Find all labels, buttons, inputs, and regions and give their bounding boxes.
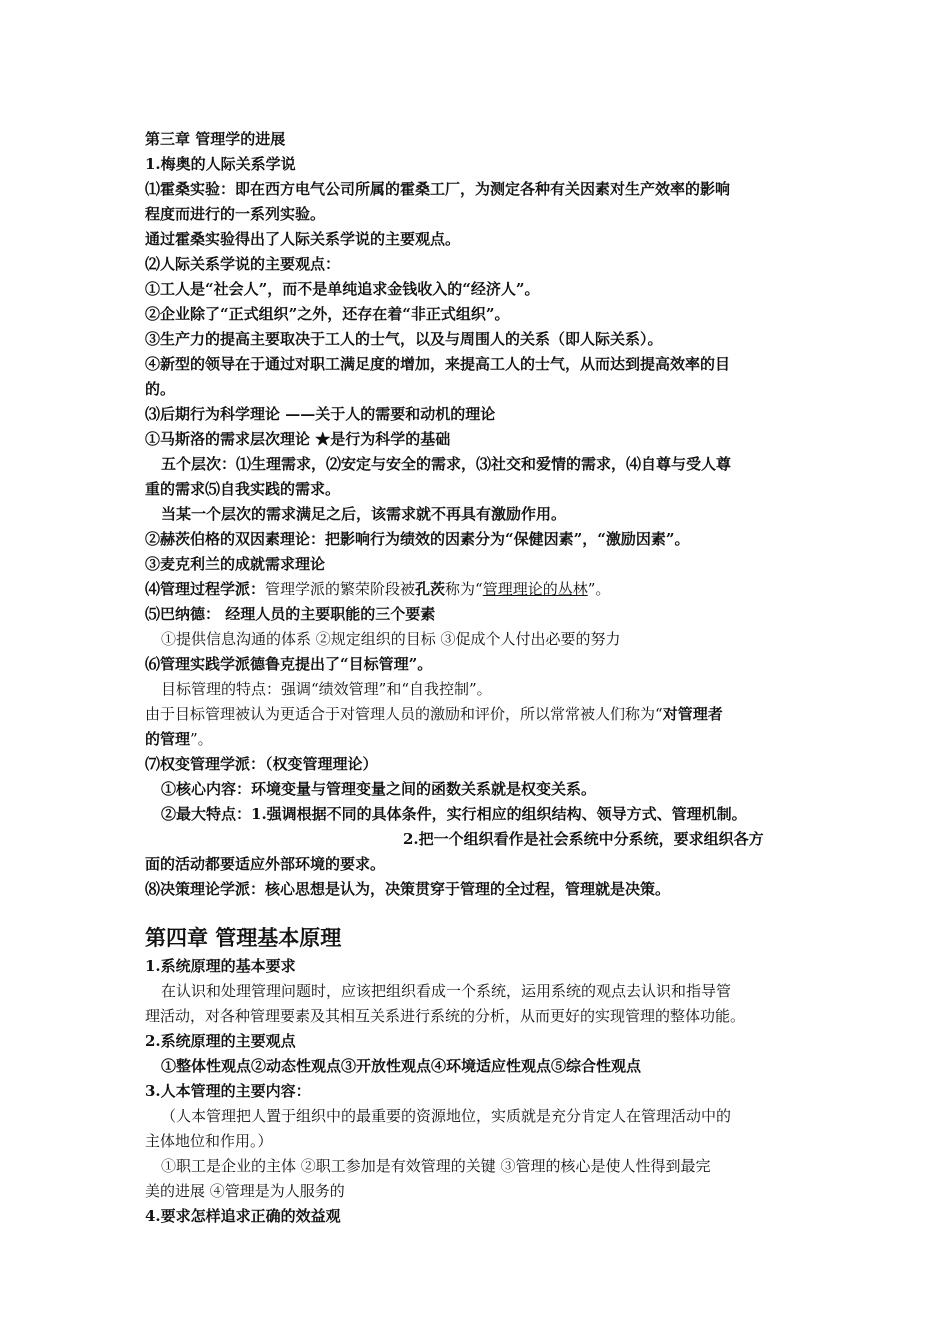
drucker-title: ⑹管理实践学派德鲁克提出了“目标管理”。 bbox=[145, 655, 433, 673]
barnard-title: ⑸巴纳德： 经理人员的主要职能的三个要素 bbox=[145, 605, 436, 623]
humanistic-items-line1: ①职工是企业的主体 ②职工参加是有效管理的关键 ③管理的核心是使人性得到最完 bbox=[161, 1157, 711, 1175]
maslow-note: 当某一个层次的需求满足之后，该需求就不再具有激励作用。 bbox=[161, 505, 567, 523]
viewpoint-2: ②企业除了“正式组织”之外，还存在着“非正式组织”。 bbox=[145, 305, 510, 323]
contingency-feature-2-line2: 面的活动都要适应外部环境的要求。 bbox=[145, 855, 386, 873]
process-school-text-a: 管理学派的繁荣阶段被 bbox=[265, 580, 416, 598]
koontz-name: 孔茨 bbox=[415, 580, 446, 598]
mcclelland-theory: ③麦克利兰的成就需求理论 bbox=[145, 555, 326, 573]
humanistic-items-line2: 美的进展 ④管理是为人服务的 bbox=[145, 1182, 345, 1200]
chapter4-title: 第四章 管理基本原理 bbox=[145, 925, 342, 950]
maslow-title: ①马斯洛的需求层次理论 ★是行为科学的基础 bbox=[145, 430, 451, 448]
contingency-feature-1: ②最大特点：1.强调根据不同的具体条件，实行相应的组织结构、领导方式、管理机制。 bbox=[161, 805, 747, 823]
management-jungle-phrase: 管理理论的丛林 bbox=[482, 580, 588, 598]
maslow-levels-line2: 重的需求⑸自我实践的需求。 bbox=[145, 480, 341, 498]
system-principle-title: 1.系统原理的基本要求 bbox=[145, 957, 296, 975]
mbo-desc-line2 bbox=[145, 727, 815, 752]
humanistic-desc-line2: 主体地位和作用。） bbox=[145, 1132, 273, 1150]
human-relations-heading: ⑵人际关系学说的主要观点： bbox=[145, 255, 341, 273]
contingency-title: ⑺权变管理学派：（权变管理理论） bbox=[145, 755, 378, 773]
viewpoint-4-line1: ④新型的领导在于通过对职工满足度的增加，来提高工人的士气，从而达到提高效率的目 bbox=[145, 355, 731, 373]
behavioral-science-title: ⑶后期行为科学理论 ——关于人的需要和动机的理论 bbox=[145, 405, 496, 423]
process-school-text-c: ”。 bbox=[587, 580, 611, 598]
viewpoint-3: ③生产力的提高主要取决于工人的士气，以及与周围人的关系（即人际关系）。 bbox=[145, 330, 663, 348]
section-mayo-title: 1.梅奥的人际关系学说 bbox=[145, 155, 296, 173]
viewpoint-1: ①工人是“社会人”，而不是单纯追求金钱收入的“经济人”。 bbox=[145, 280, 540, 298]
system-views-title: 2.系统原理的主要观点 bbox=[145, 1032, 296, 1050]
herzberg-theory: ②赫茨伯格的双因素理论：把影响行为绩效的因素分为“保健因素”，“激励因素”。 bbox=[145, 530, 690, 548]
contingency-feature-2-line1: 2.把一个组织看作是社会系统中分系统，要求组织各方 bbox=[403, 830, 764, 848]
mbo-desc-emphasis: 对管理者 bbox=[662, 705, 723, 723]
viewpoint-4-line2: 的。 bbox=[145, 380, 176, 398]
contingency-core: ①核心内容：环境变量与管理变量之间的函数关系就是权变关系。 bbox=[161, 780, 597, 798]
mbo-features: 目标管理的特点：强调“绩效管理”和“自我控制”。 bbox=[161, 680, 492, 698]
process-school-text-b: 称为“ bbox=[445, 580, 483, 598]
document-page bbox=[145, 127, 815, 1229]
barnard-elements: ①提供信息沟通的体系 ②规定组织的目标 ③促成个人付出必要的努力 bbox=[161, 630, 621, 648]
hawthorne-text-line2: 程度而进行的一系列实验。 bbox=[145, 205, 326, 223]
chapter3-title: 第三章 管理学的进展 bbox=[145, 130, 286, 148]
system-principle-line1: 在认识和处理管理问题时，应该把组织看成一个系统，运用系统的观点去认识和指导管 bbox=[161, 982, 732, 1000]
mbo-desc-line1 bbox=[145, 702, 815, 727]
hawthorne-text-line1: ⑴霍桑实验：即在西方电气公司所属的霍桑工厂，为测定各种有关因素对生产效率的影响 bbox=[145, 180, 731, 198]
system-views-items: ①整体性观点②动态性观点③开放性观点④环境适应性观点⑤综合性观点 bbox=[161, 1057, 642, 1075]
process-school-label: ⑷管理过程学派： bbox=[145, 580, 266, 598]
humanistic-desc-line1: （人本管理把人置于组织中的最重要的资源地位，实质就是充分肯定人在管理活动中的 bbox=[161, 1107, 732, 1125]
maslow-levels-line1: 五个层次：⑴生理需求，⑵安定与安全的需求，⑶社交和爱情的需求，⑷自尊与受人尊 bbox=[161, 455, 732, 473]
hawthorne-conclusion: 通过霍桑实验得出了人际关系学说的主要观点。 bbox=[145, 230, 461, 248]
mbo-desc-text: 由于目标管理被认为更适合于对管理人员的激励和评价，所以常常被人们称为“ bbox=[145, 705, 663, 723]
mbo-desc-emphasis-cont: 的管理 bbox=[145, 730, 191, 748]
humanistic-title: 3.人本管理的主要内容： bbox=[145, 1082, 311, 1100]
mbo-desc-close: ”。 bbox=[190, 730, 213, 748]
decision-school: ⑻决策理论学派：核心思想是认为，决策贯穿于管理的全过程，管理就是决策。 bbox=[145, 880, 671, 898]
process-school-line bbox=[145, 577, 815, 602]
benefit-view-title: 4.要求怎样追求正确的效益观 bbox=[145, 1207, 341, 1225]
system-principle-line2: 理活动，对各种管理要素及其相互关系进行系统的分析，从而更好的实现管理的整体功能。 bbox=[145, 1007, 746, 1025]
